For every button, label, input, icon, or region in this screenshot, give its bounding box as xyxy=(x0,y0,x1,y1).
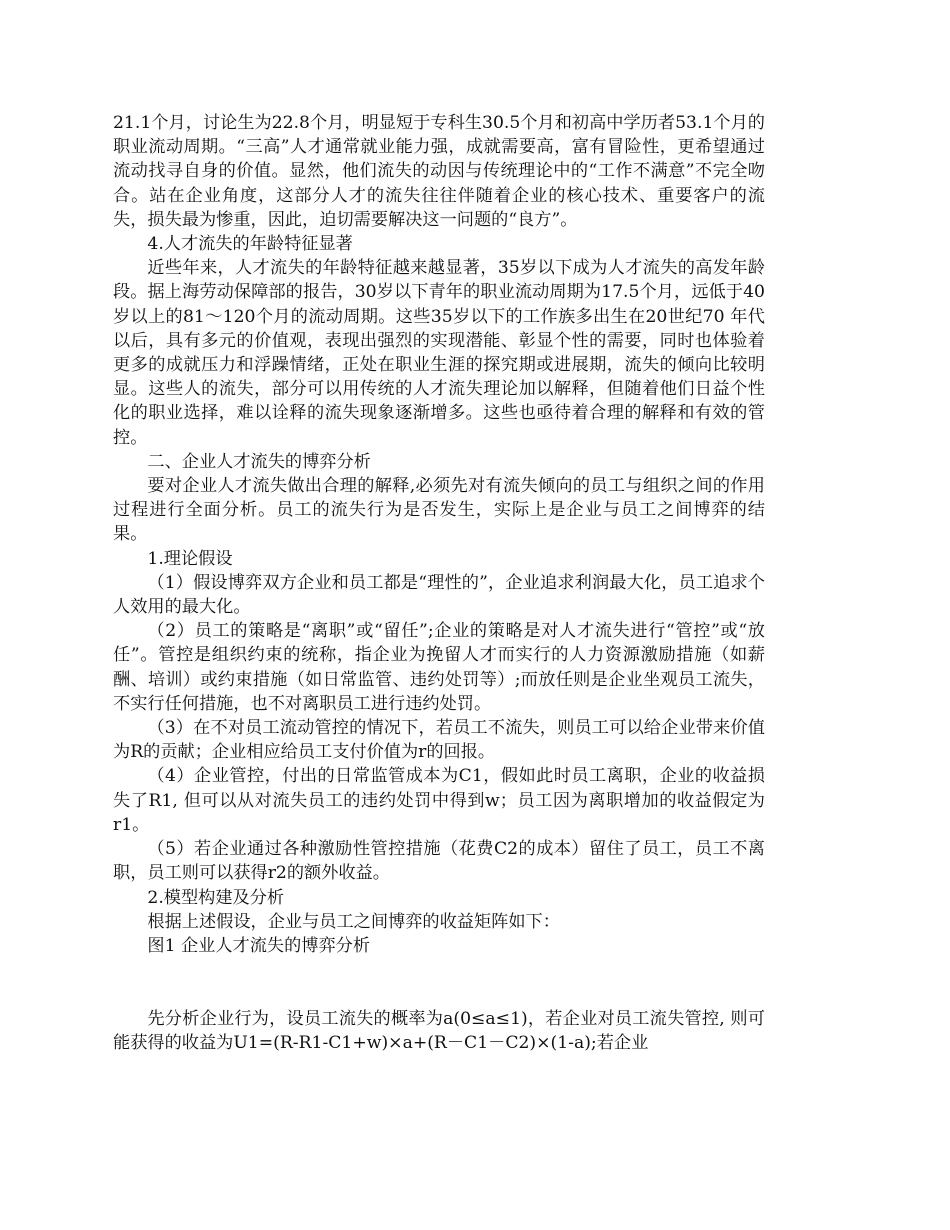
heading-game-analysis: 二、企业人才流失的博弈分析 xyxy=(147,451,371,472)
assumption-3: （3）在不对员工流动管控的情况下，若员工不流失，则员工可以给企业带来价值为R的贡献；企业相应给员工支付价值为r的回报。 xyxy=(113,718,765,763)
heading-assumptions: 1.理论假设 xyxy=(147,548,233,569)
figure-placeholder xyxy=(113,958,765,1006)
assumption-2: （2）员工的策略是“离职”或“留任”;企业的策略是对人才流失进行“管控”或“放任”。管控是组织约束的统称，指企业为挽留人才而实行的人力资源激励措施（如薪酬、培训）或约束措施（如日常监管、违约处罚等）;而放任则是企业坐观员工流失，不实行任何措施，也不对离职员工进行违约处罚。 xyxy=(113,621,765,714)
assumption-1: （1）假设博弈双方企业和员工都是“理性的”，企业追求利润最大化，员工追求个人效用的最大化。 xyxy=(113,572,765,618)
figure-caption: 图1 企业人才流失的博弈分析 xyxy=(147,935,371,956)
heading-model: 2.模型构建及分析 xyxy=(147,887,285,908)
paragraph-matrix-intro: 根据上述假设，企业与员工之间博弈的收益矩阵如下： xyxy=(147,911,560,932)
document-body xyxy=(113,111,765,1055)
paragraph-career-cycle: 21.1个月，讨论生为22.8个月，明显短于专科生30.5个月和初高中学历者53.1个月的职业流动周期。“三高”人才通常就业能力强，成就需要高，富有冒险性，更希望通过流动找寻自身的价值。显然，他们流失的动因与传统理论中的“工作不满意”不完全吻合。站在企业角度，这部分人才的流失往往伴随着企业的核心技术、重要客户的流失，损失最为惨重，因此，迫切需要解决这一问题的“良方”。 xyxy=(113,113,765,230)
paragraph-game-intro: 要对企业人才流失做出合理的解释,必须先对有流失倾向的员工与组织之间的作用过程进行全面分析。员工的流失行为是否发生，实际上是企业与员工之间博弈的结果。 xyxy=(113,476,765,545)
assumption-5: （5）若企业通过各种激励性管控措施（花费C2的成本）留住了员工，员工不离职，员工则可以获得r2的额外收益。 xyxy=(113,839,765,884)
paragraph-age-feature: 近些年来，人才流失的年龄特征越来越显著，35岁以下成为人才流失的高发年龄段。据上海劳动保障部的报告，30岁以下青年的职业流动周期为17.5个月，远低于40岁以上的81～120个月的流动周期。这些35岁以下的工作族多出生在20世纪70 年代以后，具有多元的价值观，表现出强烈的实现潜能、彰显个性的需要，同时也体验着更多的成就压力和浮躁情绪，正处在职业生涯的探究期或进展期，流失的倾向比较明显。这些人的流失，部分可以用传统的人才流失理论加以解释，但随着他们日益个性化的职业选择，难以诠释的流失现象逐渐增多。这些也亟待着合理的解释和有效的管控。 xyxy=(113,258,765,448)
paragraph-enterprise-behavior: 先分析企业行为，设员工流失的概率为a(0≤a≤1)，若企业对员工流失管控, 则可能获得的收益为U1=(R-R1-C1+w)×a+(R－C1－C2)×(1-a);若企业 xyxy=(113,1008,765,1053)
assumption-4: （4）企业管控，付出的日常监管成本为C1，假如此时员工离职，企业的收益损失了R1, 但可以从对流失员工的违约处罚中得到w；员工因为离职增加的收益假定为r1。 xyxy=(113,766,765,835)
heading-age-feature: 4.人才流失的年龄特征显著 xyxy=(147,234,353,255)
